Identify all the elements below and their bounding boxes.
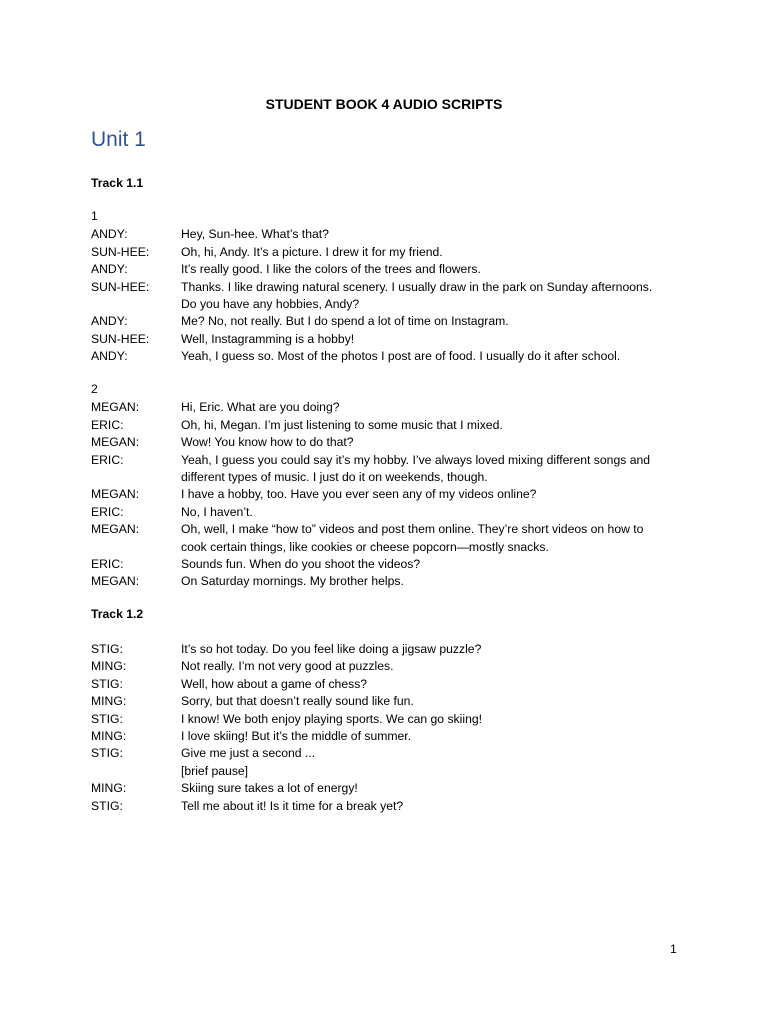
speech-text: No, I haven’t. xyxy=(181,504,253,519)
speaker-name: STIG: xyxy=(91,642,123,656)
section-number: 2 xyxy=(91,382,98,396)
speaker-name: MEGAN: xyxy=(91,435,140,450)
speaker-name: ANDY: xyxy=(91,314,128,329)
speech-text: On Saturday mornings. My brother helps. xyxy=(181,574,404,589)
track-label: Track 1.2 xyxy=(91,607,144,621)
speech-text: Sounds fun. When do you shoot the videos? xyxy=(181,557,421,571)
speech-text: Hi, Eric. What are you doing? xyxy=(181,400,340,415)
speaker-name: SUN-HEE: xyxy=(91,331,150,346)
speech-text: It’s really good. I like the colors of the trees and flowers. xyxy=(181,262,481,277)
speaker-name: ANDY: xyxy=(91,349,128,364)
speaker-name: ERIC: xyxy=(91,557,124,571)
speaker-name: MEGAN: xyxy=(91,574,140,589)
unit-heading: Unit 1 xyxy=(91,128,146,151)
speaker-name: STIG: xyxy=(91,676,123,691)
speech-text: Me? No, not really. But I do spend a lot of time on Instagram. xyxy=(181,314,509,329)
section-number: 1 xyxy=(91,209,98,223)
speaker-name: MING: xyxy=(91,659,127,674)
speech-text: It’s so hot today. Do you feel like doing a jigsaw puzzle? xyxy=(181,642,482,656)
speech-text: Oh, hi, Megan. I’m just listening to some music that I mixed. xyxy=(181,417,503,432)
speaker-name: STIG: xyxy=(91,746,123,761)
speech-text: Not really. I’m not very good at puzzles. xyxy=(181,659,394,674)
page-number: 1 xyxy=(670,942,677,956)
speech-text: Sorry, but that doesn’t really sound like fun. xyxy=(181,694,414,709)
document-title: STUDENT BOOK 4 AUDIO SCRIPTS xyxy=(265,96,503,112)
track-label: Track 1.1 xyxy=(91,176,144,190)
speech-text: Skiing sure takes a lot of energy! xyxy=(181,781,358,796)
speech-text: Oh, hi, Andy. It’s a picture. I drew it for my friend. xyxy=(181,244,443,259)
speech-text: Wow! You know how to do that? xyxy=(181,435,354,450)
speaker-name: MING: xyxy=(91,694,127,709)
speaker-name: ANDY: xyxy=(91,262,128,277)
speech-text: I love skiing! But it’s the middle of summer. xyxy=(181,729,412,743)
speaker-name: SUN-HEE: xyxy=(91,279,150,294)
speaker-name: STIG: xyxy=(91,798,123,813)
speech-text: [brief pause] xyxy=(181,763,249,778)
speech-text: Yeah, I guess so. Most of the photos I post are of food. I usually do it after school. xyxy=(181,349,621,364)
speaker-name: ERIC: xyxy=(91,417,124,432)
speech-text: Thanks. I like drawing natural scenery. I usually draw in the park on Sunday afternoons. Do you have any hobbies, Andy? xyxy=(181,279,653,311)
speech-text: Give me just a second ... xyxy=(181,746,316,761)
speaker-name: ANDY: xyxy=(91,227,128,242)
speech-text: Tell me about it! Is it time for a break yet? xyxy=(181,798,404,813)
speaker-name: ERIC: xyxy=(91,452,124,467)
speaker-name: MING: xyxy=(91,781,127,796)
speaker-name: ERIC: xyxy=(91,504,124,519)
speech-text: Well, Instagramming is a hobby! xyxy=(181,331,355,346)
speaker-name: SUN-HEE: xyxy=(91,244,150,259)
speech-text: I have a hobby, too. Have you ever seen any of my videos online? xyxy=(181,487,537,502)
speaker-name: MING: xyxy=(91,729,127,743)
speaker-name: STIG: xyxy=(91,711,123,726)
speaker-name: MEGAN: xyxy=(91,487,140,502)
speaker-name: MEGAN: xyxy=(91,400,140,415)
speech-text: Yeah, I guess you could say it’s my hobby. I’ve always loved mixing different songs and different types of music. I just do it on weekends, though. xyxy=(181,452,651,484)
speech-text: Hey, Sun-hee. What’s that? xyxy=(181,227,329,242)
speech-text: Well, how about a game of chess? xyxy=(181,676,368,691)
speech-text: Oh, well, I make “how to” videos and post them online. They’re short videos on how to cook certain things, like cookies or cheese popcorn—mostly snacks. xyxy=(181,522,644,554)
speech-text: I know! We both enjoy playing sports. We can go skiing! xyxy=(181,711,483,726)
speaker-name: MEGAN: xyxy=(91,522,140,537)
